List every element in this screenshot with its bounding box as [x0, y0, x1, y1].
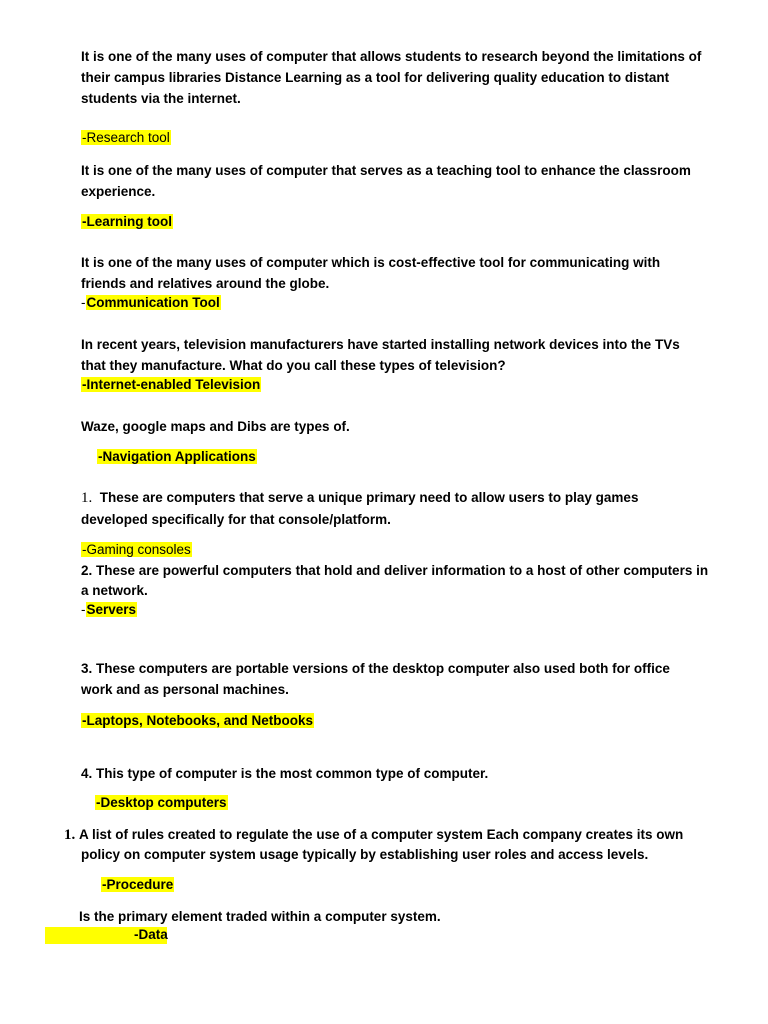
list-number: 1. [64, 827, 76, 843]
paragraph-line: policy on computer system usage typically by establishing user roles and access levels. [81, 847, 649, 862]
answer-data [134, 926, 168, 944]
answer-highlight: -Navigation Applications [98, 449, 256, 464]
paragraph-line: a network. [81, 583, 148, 598]
paragraph-line: 2. These are powerful computers that hold and deliver information to a host of other computers in [81, 563, 709, 578]
paragraph-line: 4. This type of computer is the most common type of computer. [81, 766, 489, 781]
answer-navigation-apps [97, 448, 257, 466]
answer-highlight: -Gaming consoles [82, 542, 191, 557]
answer-highlight: -Laptops, Notebooks, and Netbooks [82, 713, 314, 728]
paragraph-line: 3. These computers are portable versions of the desktop computer also used both for office [81, 661, 670, 676]
paragraph-line: that they manufacture. What do you call these types of television? [81, 358, 506, 373]
answer-highlight: Communication Tool [86, 295, 220, 310]
numbered-paragraph-line [64, 824, 683, 846]
list-number: 1. [81, 490, 93, 506]
paragraph-line: It is one of the many uses of computer that serves as a teaching tool to enhance the classroom [81, 163, 691, 178]
answer-learning-tool [81, 213, 173, 231]
paragraph-text: These are computers that serve a unique primary need to allow users to play games [99, 490, 639, 505]
answer-desktop-computers [95, 794, 228, 812]
paragraph-line: developed specifically for that console/platform. [81, 512, 391, 527]
answer-internet-tv [81, 376, 261, 394]
paragraph-line: Is the primary element traded within a computer system. [79, 909, 441, 924]
paragraph-line: In recent years, television manufacturers have started installing network devices into the TVs [81, 337, 680, 352]
answer-highlight: -Internet-enabled Television [82, 377, 261, 392]
answer-laptops [81, 712, 314, 730]
paragraph-line: Waze, google maps and Dibs are types of. [81, 419, 350, 434]
answer-prefix: - [81, 295, 86, 310]
answer-research-tool [81, 129, 171, 147]
answer-servers [81, 601, 137, 619]
paragraph-line: students via the internet. [81, 91, 241, 106]
answer-highlight: -Research tool [82, 130, 170, 145]
paragraph-line: work and as personal machines. [81, 682, 289, 697]
numbered-paragraph-line [81, 487, 638, 509]
answer-gaming-consoles [81, 541, 192, 559]
paragraph-line: friends and relatives around the globe. [81, 276, 330, 291]
paragraph-line: their campus libraries Distance Learning as a tool for delivering quality education to distant [81, 70, 670, 85]
answer-highlight: -Learning tool [82, 214, 172, 229]
answer-procedure [101, 876, 174, 894]
answer-highlight: -Procedure [102, 877, 174, 892]
paragraph-line: It is one of the many uses of computer that allows students to research beyond the limitations of [81, 49, 702, 64]
paragraph-line: It is one of the many uses of computer which is cost-effective tool for communicating with [81, 255, 661, 270]
paragraph-line: experience. [81, 184, 156, 199]
paragraph-text: A list of rules created to regulate the use of a computer system Each company creates its own [79, 827, 684, 842]
answer-text: -Data [134, 927, 168, 942]
answer-highlight: Servers [86, 602, 137, 617]
answer-communication-tool [81, 294, 221, 312]
answer-highlight: -Desktop computers [96, 795, 227, 810]
answer-prefix: - [81, 602, 86, 617]
